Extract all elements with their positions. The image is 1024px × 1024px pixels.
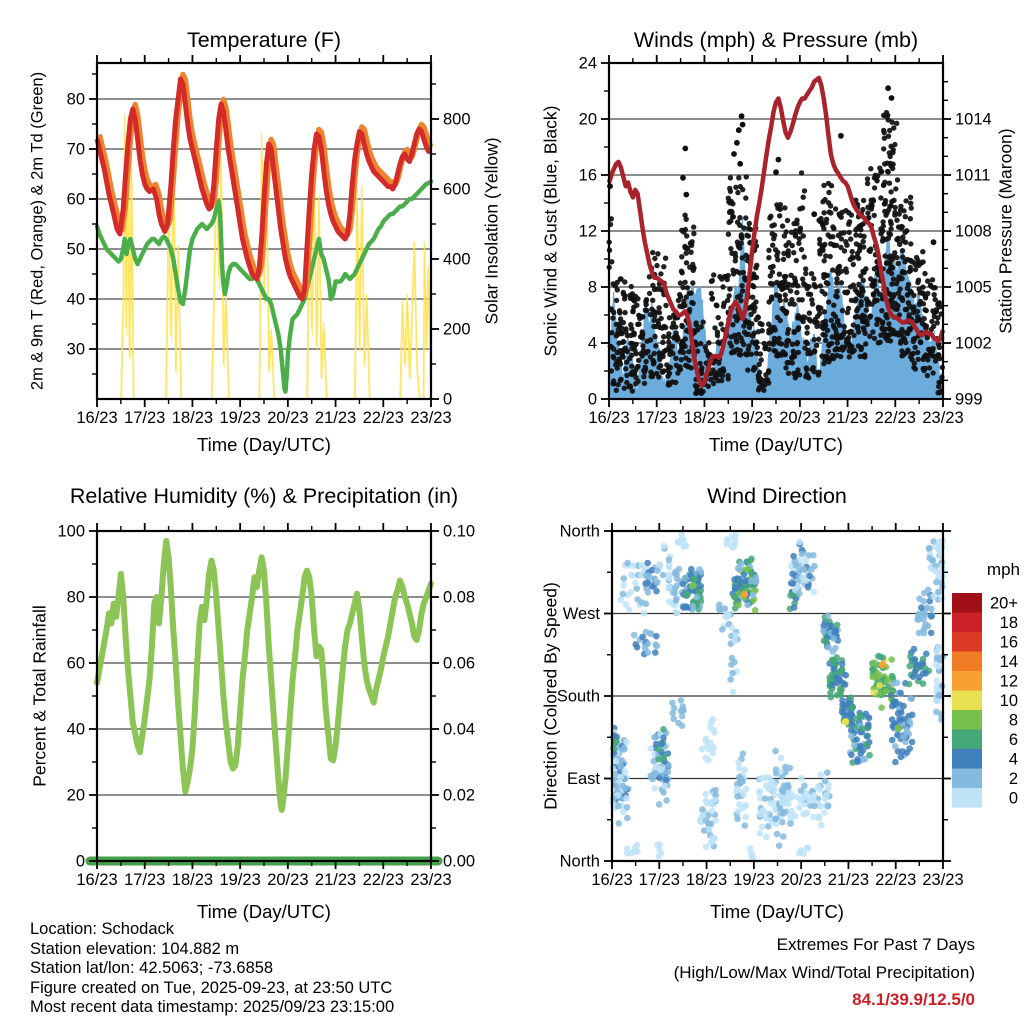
tick-label: North [559, 522, 600, 541]
tick-label: 21/23 [314, 409, 357, 427]
tick-label: 19/23 [731, 409, 773, 427]
speed-colorbar [952, 593, 1018, 808]
tick-label: West [562, 605, 600, 623]
tick-label: 22/23 [362, 409, 404, 427]
tick-label: 16/23 [76, 871, 118, 889]
y-axis-label-winds-left: Sonic Wind & Gust (Blue, Black) [540, 105, 561, 357]
tick-label: 30 [66, 340, 85, 359]
tick-label: 20/23 [779, 409, 821, 427]
tick-label: 0 [443, 390, 453, 409]
tick-label: 1014 [955, 110, 992, 129]
tick-label: 1002 [955, 334, 992, 353]
tick-label: 20/23 [780, 871, 822, 889]
x-axis-label-winds: Time (Day/UTC) [709, 434, 843, 455]
tick-label: 0 [587, 390, 597, 409]
x-axis-label-temperature: Time (Day/UTC) [197, 434, 331, 455]
tick-label: 20/23 [267, 409, 309, 427]
colorbar-label: 2 [1008, 770, 1018, 788]
footer-elevation: Station elevation: 104.882 m [30, 939, 240, 958]
tick-label: 12 [578, 222, 597, 241]
tick-label: 800 [443, 110, 471, 129]
tick-label: 22/23 [874, 409, 916, 427]
y-axis-label-wind-direction: Direction (Colored By Speed) [540, 582, 561, 810]
tick-label: 17/23 [638, 871, 680, 889]
colorbar-label: 12 [999, 672, 1018, 691]
tick-label: 4 [587, 334, 597, 353]
colorbar-label: 14 [999, 653, 1018, 671]
x-axis-label-wind-direction: Time (Day/UTC) [710, 901, 844, 922]
tick-label: 22/23 [362, 871, 404, 889]
tick-label: 0.04 [443, 720, 476, 739]
tick-label: 18/23 [685, 871, 728, 889]
tick-label: 60 [66, 190, 85, 209]
chart-title-winds: Winds (mph) & Pressure (mb) [633, 28, 919, 52]
wind-direction-chart [609, 532, 946, 861]
footer-location: Location: Schodack [30, 920, 175, 938]
tick-label: 18/23 [171, 409, 214, 427]
tick-label: 8 [587, 278, 597, 297]
tick-label: 60 [66, 654, 85, 673]
tick-label: 16/23 [76, 409, 118, 427]
tick-label: 200 [443, 320, 471, 339]
extremes-subtitle: (High/Low/Max Wind/Total Precipitation) [673, 962, 975, 982]
tick-label: South [556, 687, 600, 706]
tick-label: 600 [443, 180, 471, 199]
tick-label: 40 [66, 720, 85, 739]
winds-pressure-chart [607, 63, 946, 399]
tick-label: 100 [57, 522, 85, 541]
colorbar-label: 4 [1008, 750, 1018, 769]
extremes-values: 84.1/39.9/12.5/0 [852, 990, 975, 1009]
y-axis-label-temp-left: 2m & 9m T (Red, Orange) & 2m Td (Green) [28, 71, 47, 391]
tick-label: 20 [578, 110, 597, 129]
tick-label: 1005 [955, 278, 992, 297]
y-axis-label-humidity-left: Percent & Total Rainfall [29, 605, 50, 787]
footer-timestamp: Most recent data timestamp: 2025/09/23 23:15:00 [30, 998, 395, 1017]
tick-label: 0.10 [443, 522, 476, 541]
chart-title-wind-direction: Wind Direction [707, 484, 847, 508]
colorbar-label: 6 [1008, 731, 1018, 749]
colorbar-title: mph [986, 560, 1020, 579]
tick-label: 21/23 [826, 409, 869, 427]
tick-label: 16/23 [588, 409, 630, 427]
chart-title-temperature: Temperature (F) [186, 28, 342, 52]
tick-label: 23/23 [410, 409, 452, 427]
colorbar-label: 18 [999, 614, 1018, 632]
colorbar-label: 20+ [990, 594, 1018, 613]
tick-label: 0.00 [443, 852, 476, 871]
tick-label: 17/23 [636, 409, 678, 427]
tick-label: 0.06 [443, 654, 476, 673]
colorbar-label: 8 [1008, 711, 1018, 730]
y-axis-label-temp-right: Solar Insolation (Yellow) [481, 137, 502, 325]
extremes-block [560, 931, 975, 1014]
tick-label: 0.08 [443, 588, 476, 607]
x-axis-label-humidity: Time (Day/UTC) [197, 901, 331, 922]
tick-label: 16 [578, 166, 597, 185]
colorbar-label: 16 [999, 633, 1018, 652]
tick-label: 19/23 [219, 409, 261, 427]
tick-label: 22/23 [875, 871, 917, 889]
tick-label: 1008 [955, 222, 992, 241]
tick-label: 23/23 [922, 409, 964, 427]
tick-label: 23/23 [410, 871, 452, 889]
y-axis-label-winds-right: Station Pressure (Maroon) [995, 128, 1016, 334]
tick-label: East [566, 770, 600, 788]
tick-label: 80 [66, 588, 85, 607]
colorbar-label: 0 [1008, 789, 1018, 808]
humidity-chart [90, 541, 438, 861]
tick-label: 0.02 [443, 786, 476, 805]
tick-label: 999 [955, 390, 983, 409]
tick-label: 17/23 [124, 409, 166, 427]
station-footer [30, 920, 394, 1018]
tick-label: 1011 [955, 166, 991, 185]
tick-label: 18/23 [683, 409, 726, 427]
tick-label: 21/23 [827, 871, 870, 889]
tick-label: 18/23 [171, 871, 214, 889]
tick-label: 19/23 [219, 871, 261, 889]
tick-label: 16/23 [591, 871, 633, 889]
tick-label: 23/23 [922, 871, 964, 889]
colorbar-label: 10 [999, 692, 1018, 710]
tick-label: 0 [75, 852, 85, 871]
tick-label: 19/23 [733, 871, 775, 889]
tick-label: 17/23 [124, 871, 166, 889]
footer-latlon: Station lat/lon: 42.5063; -73.6858 [30, 959, 274, 978]
tick-label: 70 [66, 140, 85, 159]
tick-label: North [559, 852, 600, 871]
chart-title-humidity: Relative Humidity (%) & Precipitation (in) [69, 484, 459, 508]
footer-created: Figure created on Tue, 2025-09-23, at 23:50 UTC [30, 978, 393, 997]
tick-label: 50 [66, 240, 85, 259]
tick-label: 24 [578, 54, 597, 73]
tick-label: 21/23 [314, 871, 357, 889]
tick-label: 400 [443, 250, 471, 269]
tick-label: 20 [66, 786, 85, 805]
tick-label: 20/23 [267, 871, 309, 889]
tick-label: 40 [66, 290, 85, 309]
extremes-title: Extremes For Past 7 Days [776, 935, 975, 954]
relative-humidity-line [97, 541, 431, 810]
tick-label: 80 [66, 90, 85, 109]
temperature-chart [97, 75, 432, 400]
